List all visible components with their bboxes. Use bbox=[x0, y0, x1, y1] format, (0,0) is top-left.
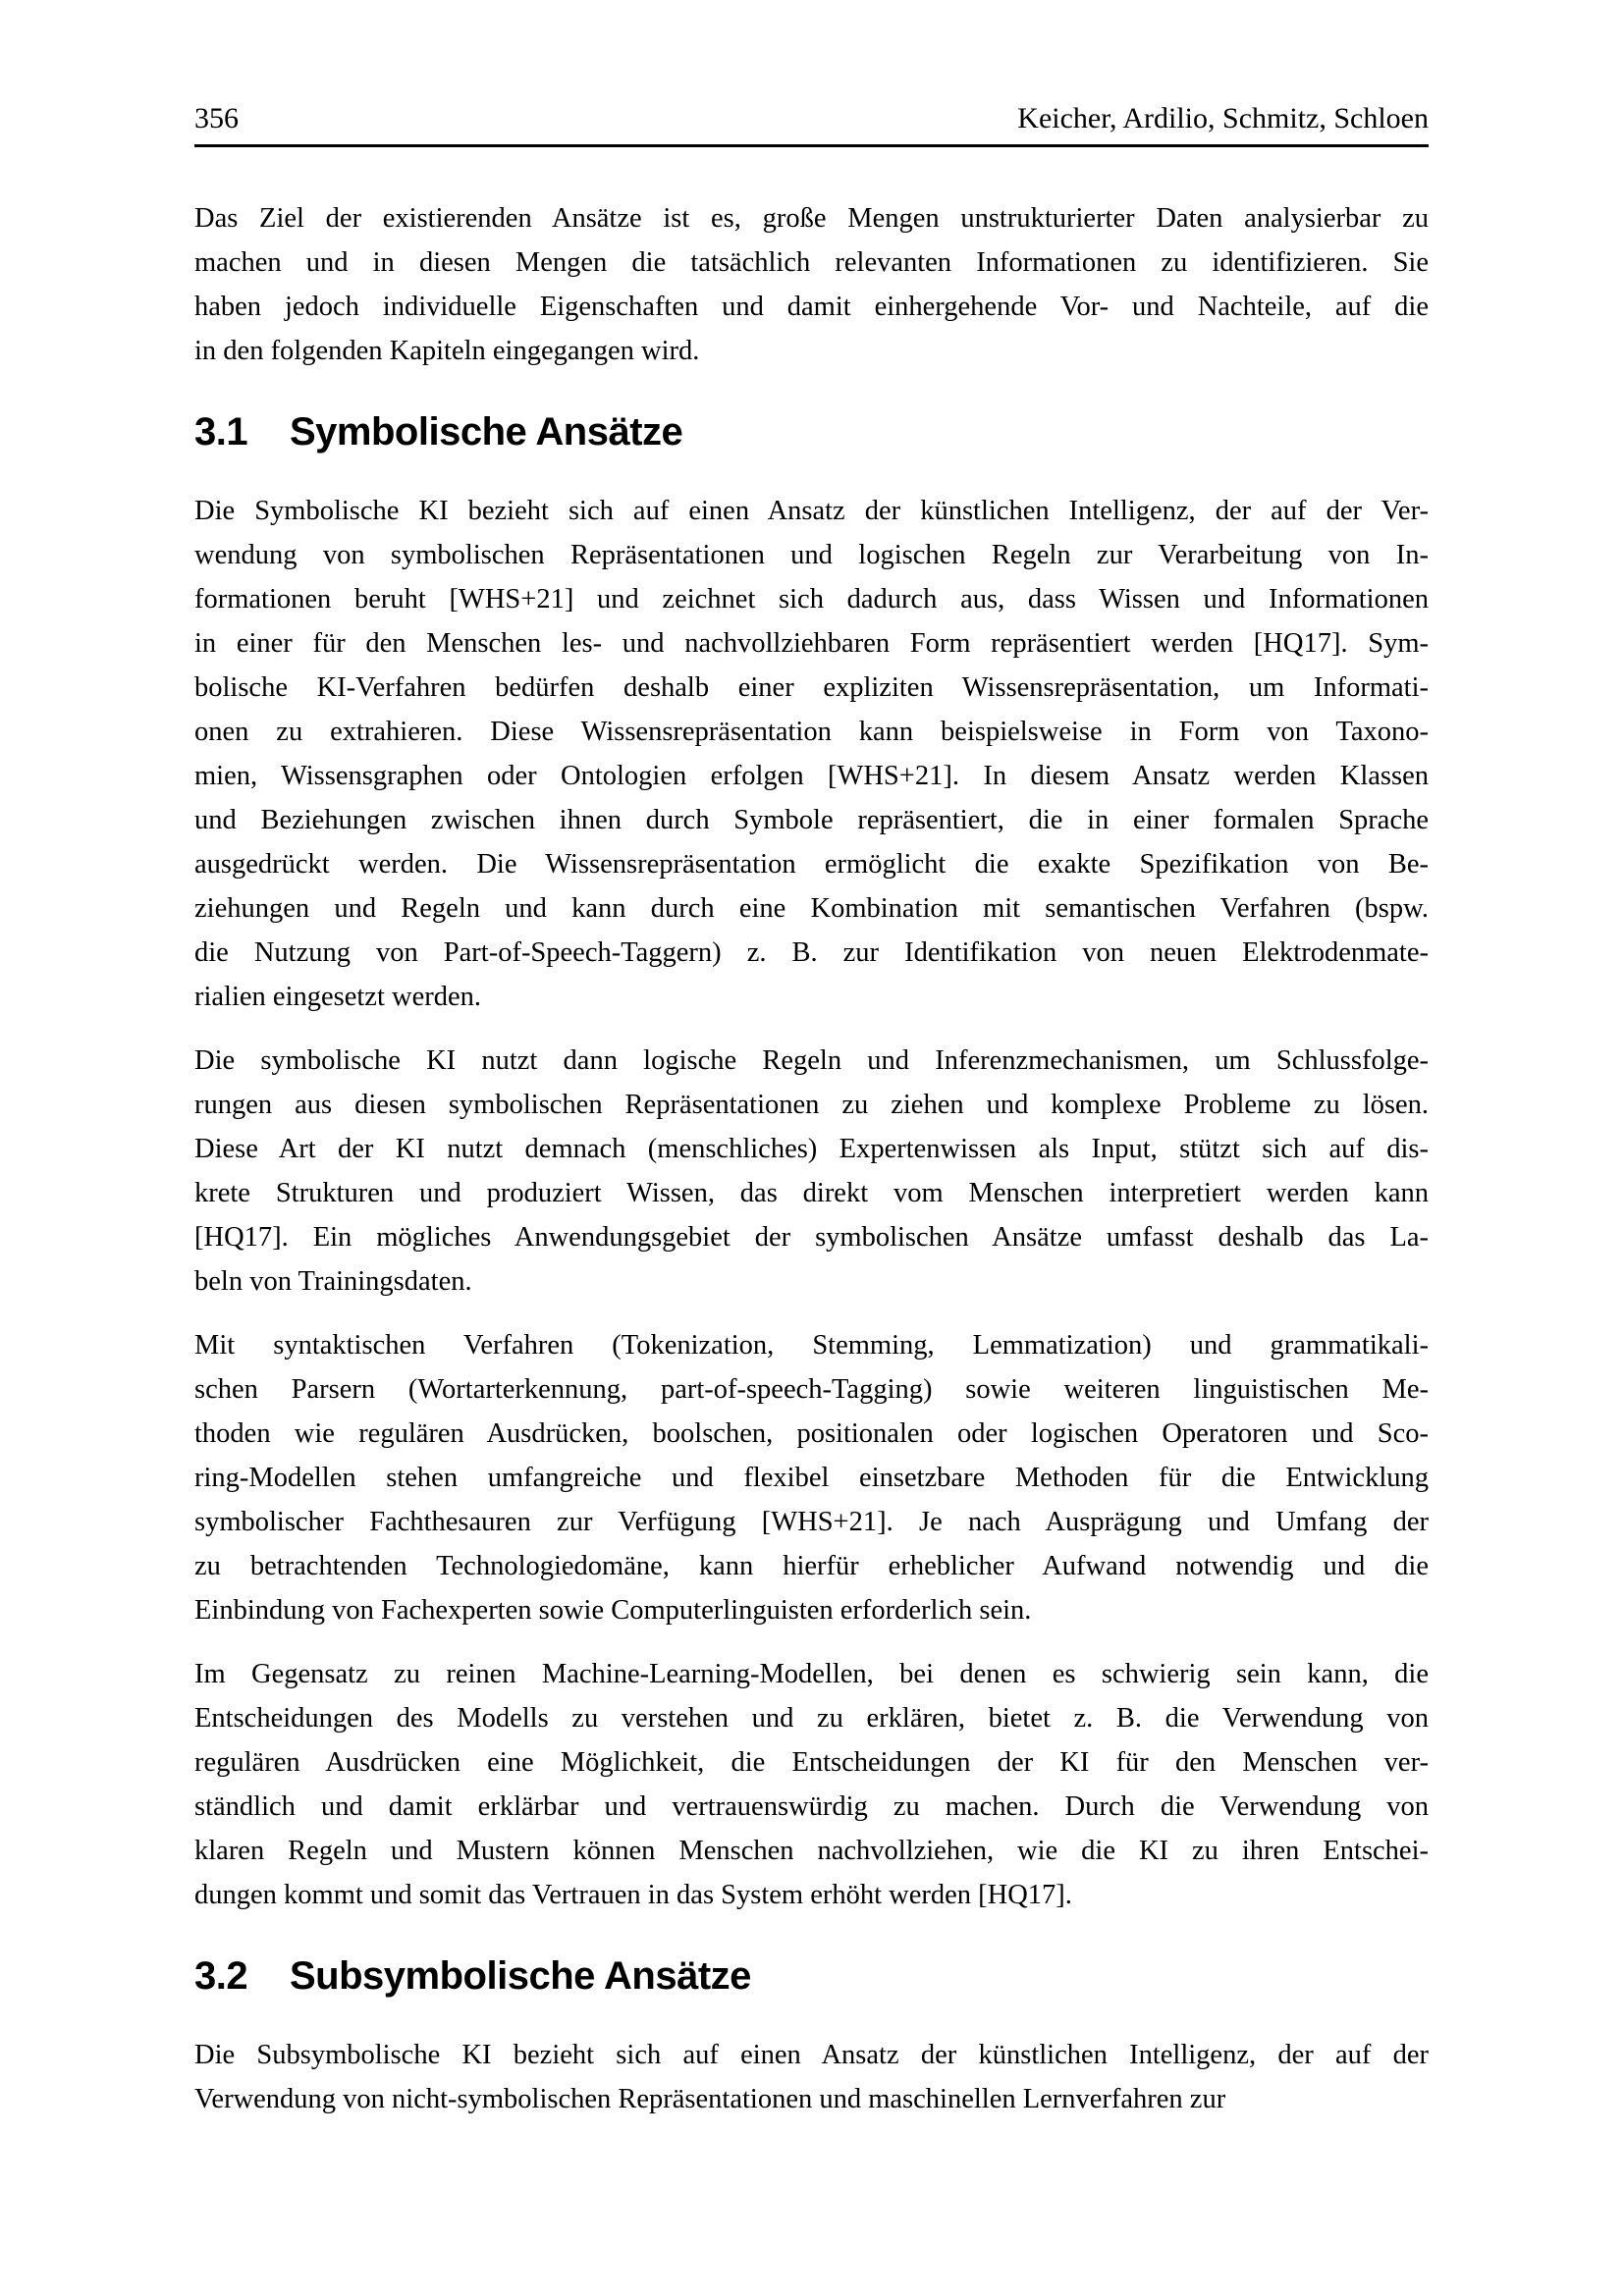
text-line: Diese Art der KI nutzt demnach (menschliches) Expertenwissen als Input, stützt sich auf dis- bbox=[194, 1134, 1429, 1164]
text-line: ausgedrückt werden. Die Wissensrepräsentation ermöglicht die exakte Spezifikation von Be- bbox=[194, 849, 1429, 880]
section-title: Symbolische Ansätze bbox=[290, 410, 683, 454]
text-line: Verwendung von nicht-symbolischen Repräsentationen und maschinellen Lernverfahren zur bbox=[194, 2084, 1226, 2114]
paragraph bbox=[194, 1652, 1429, 1917]
text-line: ziehungen und Regeln und kann durch eine Kombination mit semantischen Verfahren (bspw. bbox=[194, 893, 1429, 924]
section-number: 3.2 bbox=[194, 1954, 248, 1998]
text-line: beln von Trainingsdaten. bbox=[194, 1266, 472, 1297]
text-line: thoden wie regulären Ausdrücken, boolschen, positionalen oder logischen Operatoren und Sco- bbox=[194, 1418, 1429, 1449]
text-line: rialien eingesetzt werden. bbox=[194, 982, 481, 1012]
text-line: mien, Wissensgraphen oder Ontologien erfolgen [WHS+21]. In diesem Ansatz werden Klassen bbox=[194, 761, 1429, 791]
page-number: 356 bbox=[194, 102, 239, 134]
section-heading-3-2 bbox=[194, 1952, 1429, 2000]
text-line: in den folgenden Kapiteln eingegangen wird. bbox=[194, 336, 700, 366]
text-line: Mit syntaktischen Verfahren (Tokenization, Stemming, Lemmatization) und grammatikali- bbox=[194, 1330, 1429, 1361]
text-line: krete Strukturen und produziert Wissen, das direkt vom Menschen interpretiert werden kann bbox=[194, 1178, 1429, 1208]
text-line: Das Ziel der existierenden Ansätze ist es, große Mengen unstrukturierter Daten analysierbar zu bbox=[194, 203, 1429, 234]
text-line: Im Gegensatz zu reinen Machine-Learning-Modellen, bei denen es schwierig sein kann, die bbox=[194, 1659, 1429, 1689]
text-line: Die symbolische KI nutzt dann logische Regeln und Inferenzmechanismen, um Schlussfolge- bbox=[194, 1045, 1429, 1076]
text-line: Die Subsymbolische KI bezieht sich auf einen Ansatz der künstlichen Intelligenz, der auf der bbox=[194, 2040, 1429, 2070]
text-line: wendung von symbolischen Repräsentationen und logischen Regeln zur Verarbeitung von In- bbox=[194, 540, 1429, 570]
text-line: Entscheidungen des Modells zu verstehen und zu erklären, bietet z. B. die Verwendung von bbox=[194, 1703, 1429, 1734]
text-line: regulären Ausdrücken eine Möglichkeit, die Entscheidungen der KI für den Menschen ver- bbox=[194, 1747, 1429, 1778]
text-line: schen Parsern (Wortarterkennung, part-of-speech-Tagging) sowie weiteren linguistischen Me- bbox=[194, 1374, 1429, 1405]
text-line: dungen kommt und somit das Vertrauen in das System erhöht werden [HQ17]. bbox=[194, 1880, 1072, 1910]
running-header bbox=[194, 100, 1429, 137]
section-number: 3.1 bbox=[194, 410, 248, 454]
text-line: und Beziehungen zwischen ihnen durch Symbole repräsentiert, die in einer formalen Sprache bbox=[194, 805, 1429, 835]
text-line: Einbindung von Fachexperten sowie Computerlinguisten erforderlich sein. bbox=[194, 1595, 1032, 1626]
text-line: ring-Modellen stehen umfangreiche und flexibel einsetzbare Methoden für die Entwicklung bbox=[194, 1463, 1429, 1493]
paragraph bbox=[194, 489, 1429, 1019]
paragraph bbox=[194, 1039, 1429, 1304]
intro-paragraph bbox=[194, 196, 1429, 373]
paragraph bbox=[194, 2033, 1429, 2121]
text-line: die Nutzung von Part-of-Speech-Taggern) z. B. zur Identifikation von neuen Elektrodenmate- bbox=[194, 937, 1429, 968]
text-line: [HQ17]. Ein mögliches Anwendungsgebiet der symbolischen Ansätze umfasst deshalb das La- bbox=[194, 1222, 1429, 1253]
header-rule bbox=[194, 144, 1429, 147]
text-line: ständlich und damit erklärbar und vertrauenswürdig zu machen. Durch die Verwendung von bbox=[194, 1791, 1429, 1822]
text-line: klaren Regeln und Mustern können Menschen nachvollziehen, wie die KI zu ihren Entschei- bbox=[194, 1836, 1429, 1866]
text-line: rungen aus diesen symbolischen Repräsentationen zu ziehen und komplexe Probleme zu lösen. bbox=[194, 1090, 1429, 1120]
section-title: Subsymbolische Ansätze bbox=[290, 1954, 751, 1998]
text-line: zu betrachtenden Technologiedomäne, kann hierfür erheblicher Aufwand notwendig und die bbox=[194, 1551, 1429, 1581]
text-line: onen zu extrahieren. Diese Wissensrepräsentation kann beispielsweise in Form von Taxono- bbox=[194, 717, 1429, 747]
text-line: symbolischer Fachthesauren zur Verfügung [WHS+21]. Je nach Ausprägung und Umfang der bbox=[194, 1507, 1429, 1537]
text-line: Die Symbolische KI bezieht sich auf einen Ansatz der künstlichen Intelligenz, der auf der Ver- bbox=[194, 496, 1429, 526]
page-body bbox=[194, 196, 1429, 2121]
text-line: formationen beruht [WHS+21] und zeichnet sich dadurch aus, dass Wissen und Informationen bbox=[194, 584, 1429, 614]
paragraph bbox=[194, 1323, 1429, 1632]
section-heading-3-1 bbox=[194, 408, 1429, 455]
text-line: machen und in diesen Mengen die tatsächlich relevanten Informationen zu identifizieren. Sie bbox=[194, 247, 1429, 278]
text-line: haben jedoch individuelle Eigenschaften und damit einhergehende Vor- und Nachteile, auf die bbox=[194, 292, 1429, 322]
running-title: Keicher, Ardilio, Schmitz, Schloen bbox=[1017, 102, 1429, 134]
text-line: bolische KI-Verfahren bedürfen deshalb einer expliziten Wissensrepräsentation, um Informati- bbox=[194, 672, 1429, 703]
text-line: in einer für den Menschen les- und nachvollziehbaren Form repräsentiert werden [HQ17]. Sym- bbox=[194, 628, 1429, 659]
